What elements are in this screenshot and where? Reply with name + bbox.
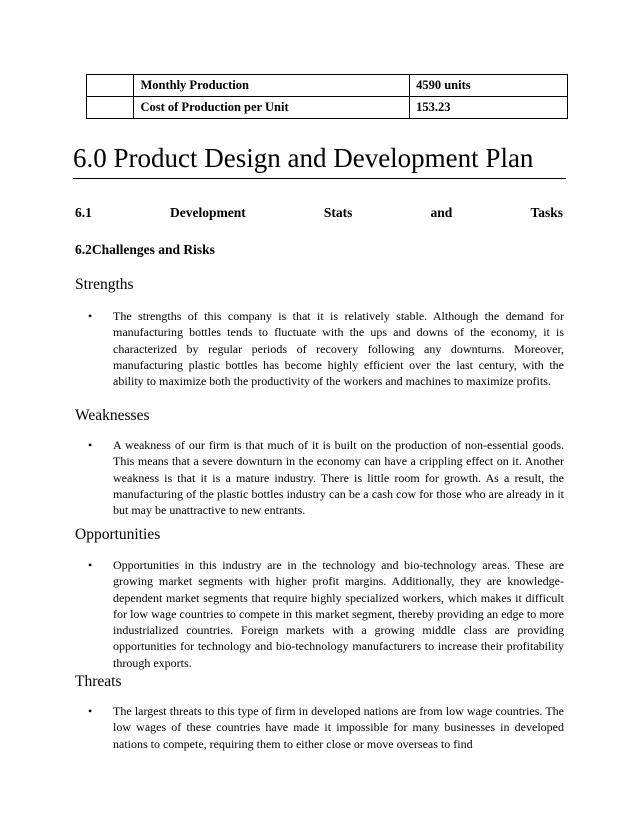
table-cell-empty [87,75,134,97]
bullet-icon: • [88,438,93,452]
table-cell-label: Monthly Production [134,75,410,97]
threats-text: The largest threats to this type of firm in developed nations are from low wage countries. The low wages of these countries have made it impossible for many businesses in developed nations to compete, requiring them to either close or move overseas to find [113,704,564,751]
opportunities-title: Opportunities [75,526,161,543]
bullet-icon: • [88,558,93,572]
heading-word: Development [170,205,246,220]
table-cell-value: 4590 units [410,75,568,97]
bullet-icon: • [88,704,93,718]
table-row [87,97,568,119]
heading-word: Stats [323,205,353,220]
table-cell-label: Cost of Production per Unit [134,97,410,119]
subsection-heading-6-2: 6.2Challenges and Risks [75,242,215,257]
subsection-heading-6-1 [75,204,563,222]
heading-word: Tasks [530,205,563,220]
table-cell-empty [87,97,134,119]
production-table [86,74,568,119]
table-cell-value: 153.23 [410,97,568,119]
weaknesses-title: Weaknesses [75,407,150,424]
bullet-icon: • [88,309,93,323]
heading-word: and [430,205,453,220]
table-row [87,75,568,97]
strengths-text: The strengths of this company is that it is relatively stable. Although the demand for manufacturing bottles tends to fluctuate with the ups and downs of the economy, it is characterized by regular periods of recovery following any downturns. Moreover, manufacturing plastic bottles has become highly efficient over the last century, with the ability to maximize both the productivity of the workers and machines to maximize profits. [113,309,564,389]
opportunities-text: Opportunities in this industry are in the technology and bio-technology areas. These are growing market segments with higher profit margins. Additionally, they are knowledge-dependent market segments that require highly specialized workers, which makes it difficult for low wage countries to compete in this market segment, thereby providing an edge to more industrialized countries. Foreign markets with a growing middle class are providing opportunities for technology and bio-technology manufacturers to increase their profitability through exports. [113,558,564,670]
section-heading: 6.0 Product Design and Development Plan [73,141,566,179]
weaknesses-text: A weakness of our firm is that much of it is built on the production of non-essential goods. This means that a severe downturn in the economy can have a crippling effect on it. Another weakness is that it is a mature industry. There is little room for growth. As a result, the manufacturing of the plastic bottles industry can be a cash cow for those who are already in it but may be unattractive to new entrants. [113,438,564,518]
threats-title: Threats [75,673,122,690]
heading-word: 6.1 [75,205,92,220]
strengths-title: Strengths [75,276,134,293]
